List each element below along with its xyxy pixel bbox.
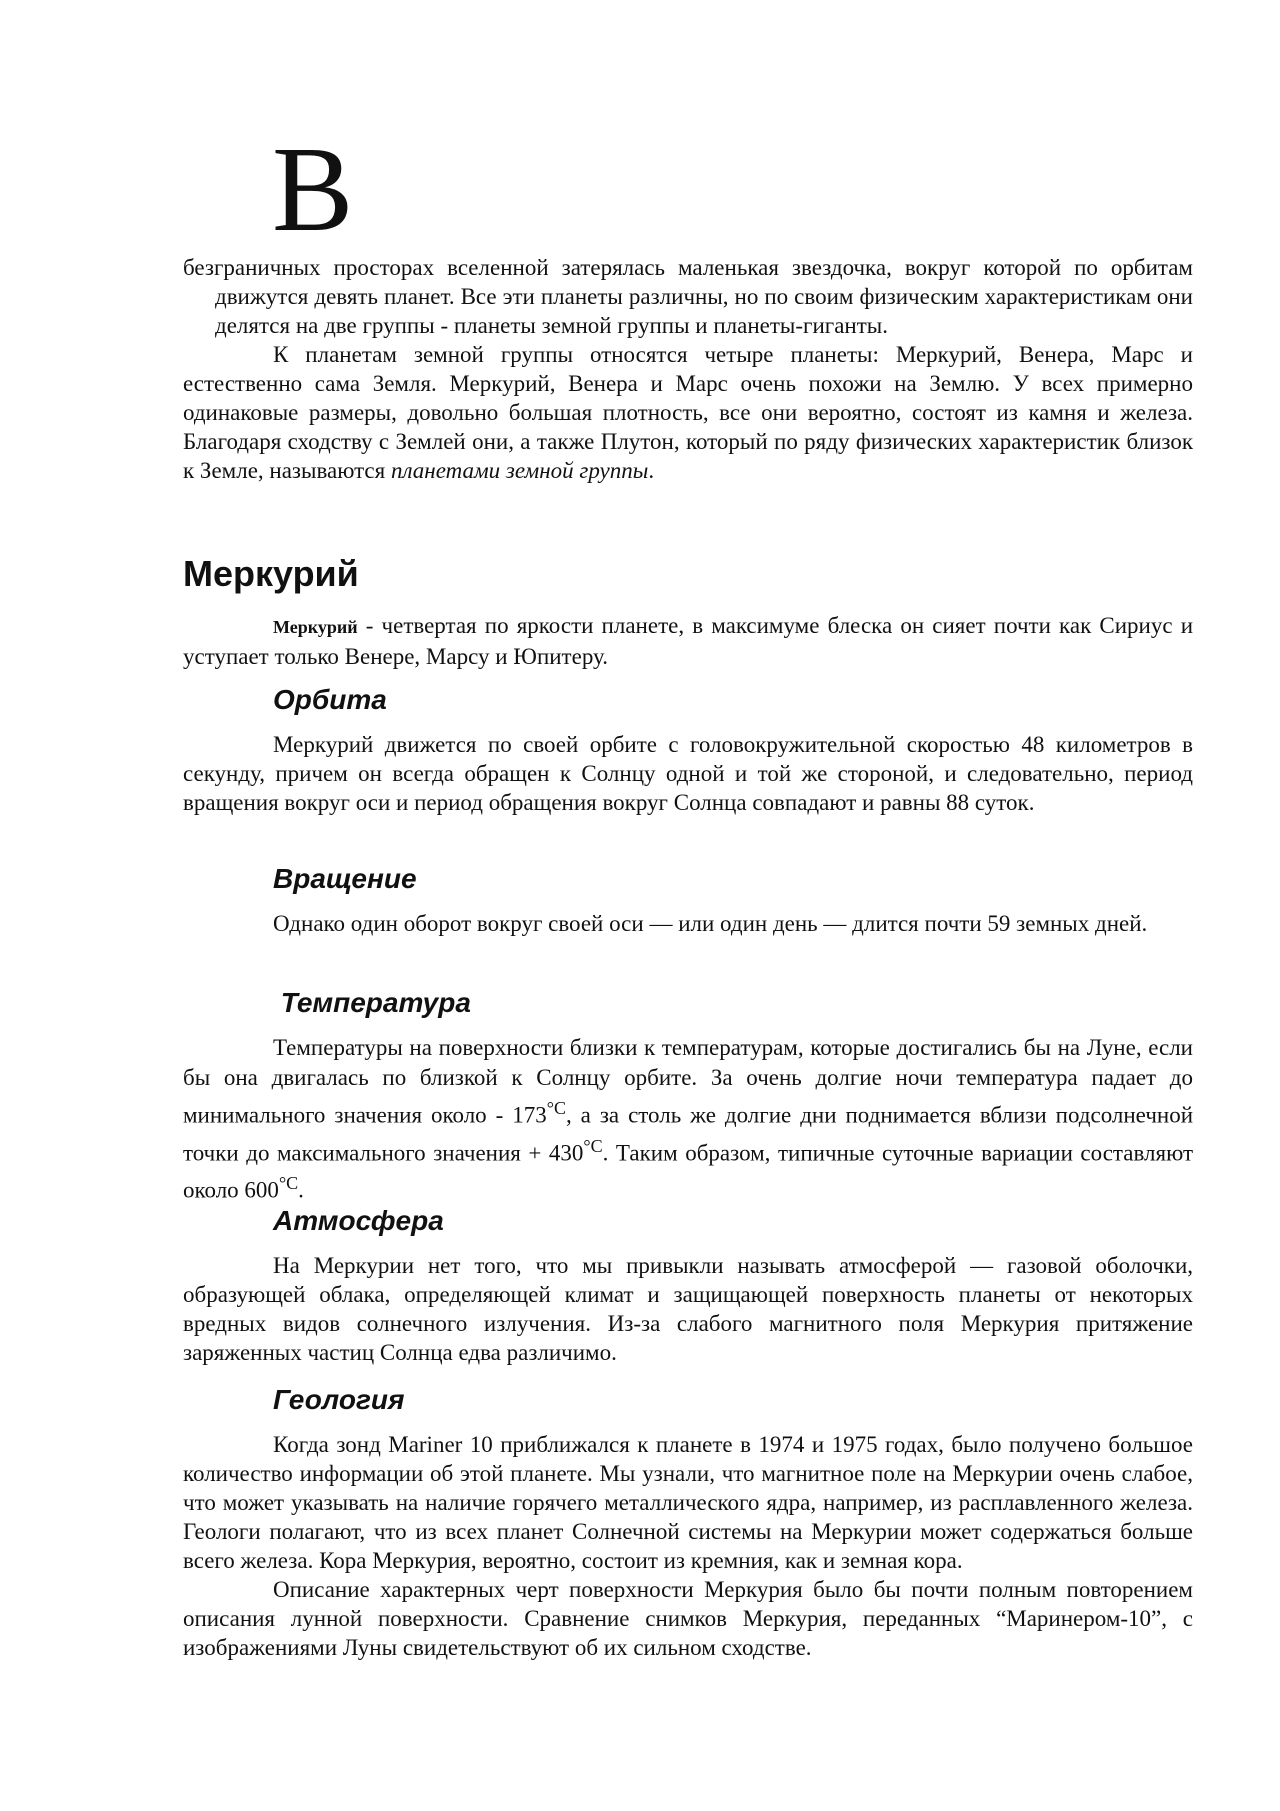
atmosphere-paragraph: На Меркурии нет того, что мы привыкли называть атмосферой — газовой оболочки, образующей облака, определяющей климат и защищающей поверхность планеты от некоторых вредных видов солнечного излучения. Из-за слабого магнитного поля Меркурия притяжение заряженных частиц Солнца едва различимо.	[183, 1253, 1193, 1365]
degree-unit: °С	[583, 1135, 603, 1156]
atmosphere-heading: Атмосфера	[273, 1205, 444, 1236]
atmosphere-section	[183, 1251, 1193, 1367]
intro-paragraph-2: К планетам земной группы относятся четыре планеты: Меркурий, Венера, Марс и естественно сама Земля. Меркурий, Венера и Марс очень похожи на Землю. У всех примерно одинаковые размеры, довольно большая плотность, все они вероятно, состоят из камня и железа. Благодаря сходству с Землей они, а также Плутон, который по ряду физических характеристик близок к Земле, называются планетами земной группы.	[183, 342, 1193, 483]
rotation-paragraph: Однако один оборот вокруг своей оси — или один день — длится почти 59 земных дней.	[273, 911, 1148, 936]
intro-paragraph-1: безграничных просторах вселенной затерялась маленькая звездочка, вокруг которой по орбитам движутся девять планет. Все эти планеты различны, но по своим физическим характеристикам они делятся на две группы - планеты земной группы и планеты-гиганты.	[183, 255, 1193, 338]
orbit-heading: Орбита	[273, 684, 387, 715]
temperature-paragraph: Температуры на поверхности близки к температурам, которые достигались бы на Луне, если бы она двигалась по близкой к Солнцу орбите. За очень долгие ночи температура падает до минимального значения около - $173^{^\circ С}$, а за столь же долгие дни поднимается вблизи подсолнечной точки до максимального значения + $430^{^\circ С}$. Таким образом, типичные суточные вариации составляют около $600^{^\circ С}$.	[183, 1035, 1193, 1203]
mercury-lead-paragraph: Меркурий - четвертая по яркости планете, в максимуме блеска он сияет почти как Сириус и уступает только Венере, Марсу и Юпитеру.	[183, 613, 1193, 669]
temperature-heading: Температура	[273, 987, 471, 1018]
temperature-section	[183, 1033, 1193, 1206]
degree-unit: °С	[546, 1098, 566, 1118]
mercury-lead	[183, 611, 1193, 671]
rotation-section	[183, 909, 1193, 938]
rotation-heading: Вращение	[273, 863, 417, 894]
drop-cap: В	[272, 122, 354, 257]
orbit-section	[183, 730, 1193, 817]
geology-heading: Геология	[273, 1384, 405, 1415]
degree-unit: °С	[278, 1173, 299, 1194]
orbit-paragraph: Меркурий движется по своей орбите с головокружительной скоростью 48 километров в секунду, причем он всегда обращен к Солнцу одной и той же стороной, и следовательно, период вращения вокруг оси и период обращения вокруг Солнца совпадают и равны 88 суток.	[183, 732, 1193, 815]
intro-section	[183, 253, 1193, 485]
mercury-heading: Меркурий	[183, 553, 359, 594]
geology-paragraph-2: Описание характерных черт поверхности Меркурия было бы почти полным повторением описания лунной поверхности. Сравнение снимков Меркурия, переданных “Маринером-10”, с изображениями Луны свидетельствуют об их сильном сходстве.	[183, 1577, 1193, 1660]
geology-section	[183, 1430, 1193, 1662]
geology-paragraph-1: Когда зонд Mariner 10 приближался к планете в 1974 и 1975 годах, было получено большое количество информации об этой планете. Мы узнали, что магнитное поле на Меркурии очень слабое, что может указывать на наличие горячего металлического ядра, например, из расплавленного железа. Геологи полагают, что из всех планет Солнечной системы на Меркурии может содержаться больше всего железа. Кора Меркурия, вероятно, состоит из кремния, как и земная кора.	[183, 1432, 1193, 1573]
